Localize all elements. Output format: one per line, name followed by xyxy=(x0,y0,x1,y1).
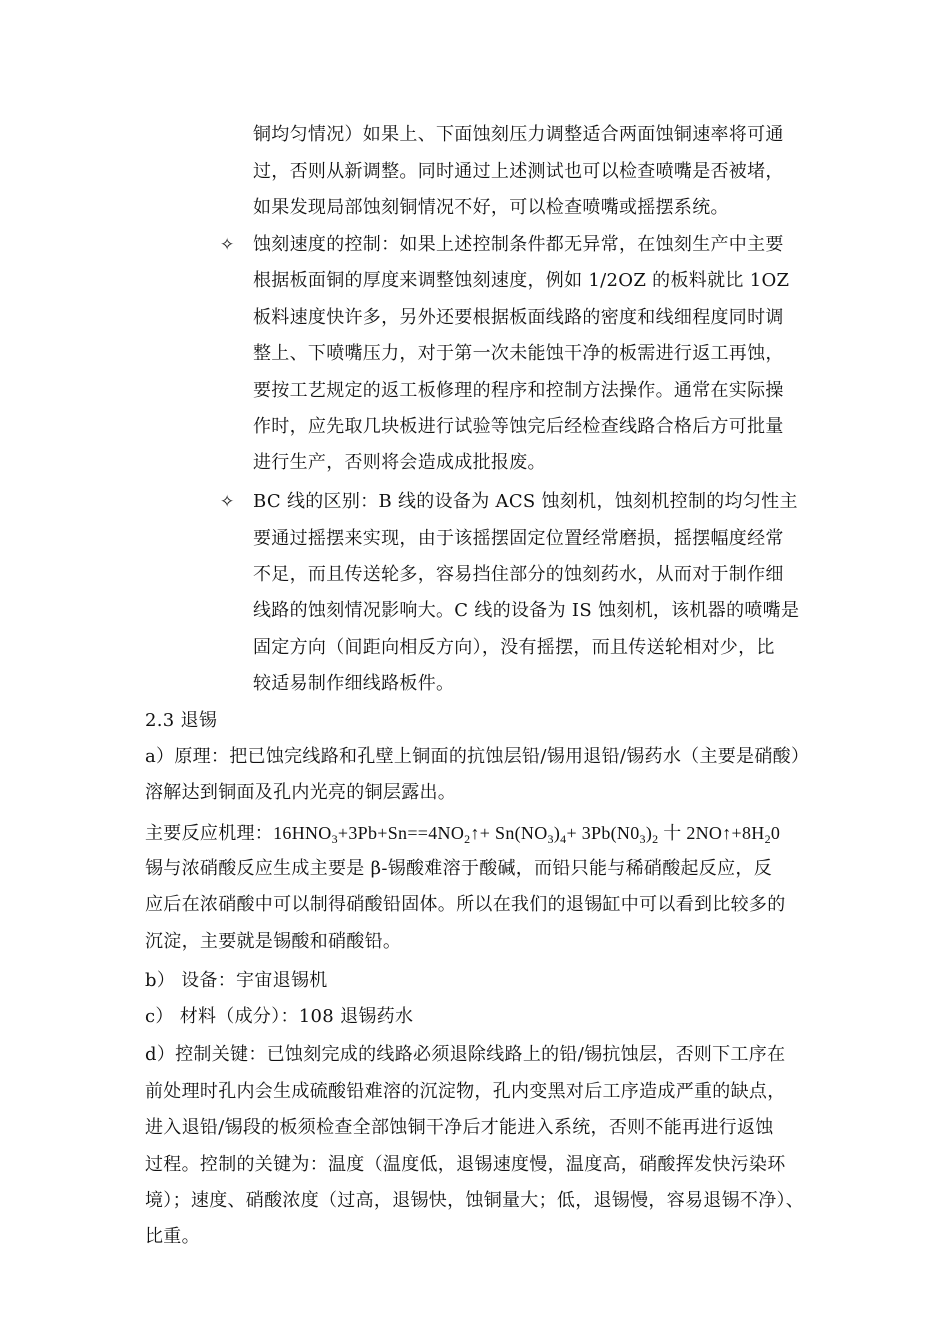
text-line: 较适易制作细线路板件。 xyxy=(253,673,455,694)
text-line: 比重。 xyxy=(145,1226,200,1247)
text-line: 锡与浓硝酸反应生成主要是 β-锡酸难溶于酸碱，而铅只能与稀硝酸起反应，反 xyxy=(145,858,773,879)
equipment-line: b） 设备：宇宙退锡机 xyxy=(145,970,328,991)
text-line: 铜均匀情况）如果上、下面蚀刻压力调整适合两面蚀铜速率将可通 xyxy=(253,124,784,145)
text-line: 过，否则从新调整。同时通过上述测试也可以检查喷嘴是否被堵， xyxy=(253,161,784,182)
reaction-line xyxy=(145,821,780,846)
text-line: 溶解达到铜面及孔内光亮的铜层露出。 xyxy=(145,782,457,803)
bullet-icon: ✧ xyxy=(220,235,235,255)
text-line: 线路的蚀刻情况影响大。C 线的设备为 IS 蚀刻机，该机器的喷嘴是 xyxy=(253,600,800,621)
reaction-formula: $16HNO_3+3Pb+Sn==4NO_2↑+ Sn(NO_3)_4+ 3Pb(N0_3)_2$ 十 $2NO↑+8H_20$ xyxy=(273,823,781,846)
text-line: 蚀刻速度的控制：如果上述控制条件都无异常，在蚀刻生产中主要 xyxy=(253,234,784,255)
text-line: d）控制关键：已蚀刻完成的线路必须退除线路上的铅/锡抗蚀层，否则下工序在 xyxy=(145,1044,786,1065)
text-line: 进入退铅/锡段的板须检查全部蚀铜干净后才能进入系统，否则不能再进行返蚀 xyxy=(145,1117,774,1138)
text-line: 进行生产，否则将会造成成批报废。 xyxy=(253,452,546,473)
text-line: 板料速度快许多，另外还要根据板面线路的密度和线细程度同时调 xyxy=(253,307,784,328)
text-line: 过程。控制的关键为：温度（温度低，退锡速度慢，温度高，硝酸挥发快污染环 xyxy=(145,1154,786,1175)
text-line: 作时，应先取几块板进行试验等蚀完后经检查线路合格后方可批量 xyxy=(253,416,784,437)
section-heading: 2.3 退锡 xyxy=(145,710,218,731)
text-line: 整上、下喷嘴压力，对于第一次未能蚀干净的板需进行返工再蚀， xyxy=(253,343,784,364)
text-line: BC 线的区别：B 线的设备为 ACS 蚀刻机，蚀刻机控制的均匀性主 xyxy=(253,491,798,512)
text-line: 要按工艺规定的返工板修理的程序和控制方法操作。通常在实际操 xyxy=(253,380,784,401)
text-line: a）原理：把已蚀完线路和孔壁上铜面的抗蚀层铅/锡用退铅/锡药水（主要是硝酸） xyxy=(145,746,810,767)
text-line: 不足，而且传送轮多，容易挡住部分的蚀刻药水，从而对于制作细 xyxy=(253,564,784,585)
reaction-label: 主要反应机理： xyxy=(145,823,274,844)
text-line: 如果发现局部蚀刻铜情况不好，可以检查喷嘴或摇摆系统。 xyxy=(253,197,729,218)
text-line: 固定方向（间距向相反方向），没有摇摆，而且传送轮相对少，比 xyxy=(253,637,775,658)
material-line: c） 材料（成分）：108 退锡药水 xyxy=(145,1006,414,1027)
text-line: 根据板面铜的厚度来调整蚀刻速度，例如 1/2OZ 的板料就比 1OZ xyxy=(253,270,790,291)
text-line: 应后在浓硝酸中可以制得硝酸铅固体。所以在我们的退锡缸中可以看到比较多的 xyxy=(145,894,786,915)
text-line: 前处理时孔内会生成硫酸铅难溶的沉淀物，孔内变黑对后工序造成严重的缺点， xyxy=(145,1081,786,1102)
text-line: 要通过摇摆来实现，由于该摇摆固定位置经常磨损，摇摆幅度经常 xyxy=(253,528,784,549)
text-line: 境）；速度、硝酸浓度（过高，退锡快，蚀铜量大；低，退锡慢，容易退锡不净）、 xyxy=(145,1190,805,1211)
text-line: 沉淀，主要就是锡酸和硝酸铅。 xyxy=(145,931,402,952)
bullet-icon: ✧ xyxy=(220,492,235,512)
